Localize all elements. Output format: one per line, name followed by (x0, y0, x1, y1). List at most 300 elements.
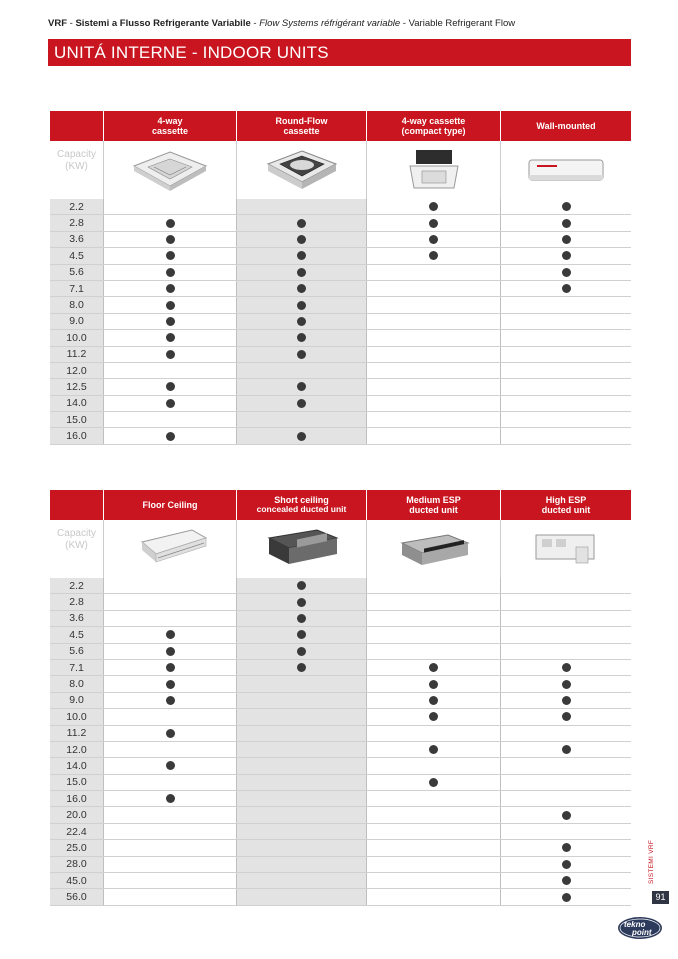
capacity-cell: 56.0 (50, 889, 103, 904)
capacity-cell: 3.6 (50, 232, 103, 247)
capacity-cell: 14.0 (50, 396, 103, 411)
availability-dot (429, 219, 438, 228)
availability-cell (103, 693, 236, 708)
availability-cell (103, 889, 236, 904)
availability-dot (297, 432, 306, 441)
availability-cell (103, 594, 236, 609)
table-row (50, 314, 631, 330)
availability-dot (429, 202, 438, 211)
availability-cell (500, 693, 631, 708)
availability-dot (297, 333, 306, 342)
capacity-cell: 8.0 (50, 676, 103, 691)
availability-cell (366, 314, 500, 329)
availability-dot (562, 893, 571, 902)
availability-dot (297, 647, 306, 656)
availability-cell (500, 676, 631, 691)
availability-cell (236, 611, 366, 626)
page-header (48, 18, 515, 29)
capacity-cell: 10.0 (50, 330, 103, 345)
availability-cell (103, 873, 236, 888)
availability-dot (562, 680, 571, 689)
availability-cell (366, 840, 500, 855)
availability-cell (500, 248, 631, 263)
availability-cell (236, 693, 366, 708)
table-row (50, 889, 631, 905)
availability-dot (297, 399, 306, 408)
availability-cell (103, 199, 236, 214)
product-image-row (50, 141, 631, 199)
capacity-cell: 20.0 (50, 807, 103, 822)
availability-cell (236, 644, 366, 659)
availability-dot (429, 251, 438, 260)
availability-dot (297, 614, 306, 623)
side-label: SISTEMI VRF (648, 839, 655, 884)
availability-cell (366, 742, 500, 757)
availability-cell (103, 232, 236, 247)
availability-cell (500, 758, 631, 773)
capacity-cell: 5.6 (50, 265, 103, 280)
availability-cell (366, 857, 500, 872)
header-brand: VRF (48, 18, 67, 29)
availability-cell (366, 428, 500, 443)
table-header-row (50, 111, 631, 141)
table-row (50, 594, 631, 610)
logo-text: tekno point (624, 920, 652, 937)
availability-dot (166, 761, 175, 770)
col-header-4way-cassette: 4-way cassette (103, 111, 236, 141)
col-header-short-ceiling: Short ceiling concealed ducted unit (236, 490, 366, 520)
availability-cell (103, 775, 236, 790)
capacity-label: Capacity (KW) (57, 528, 96, 551)
availability-cell (500, 840, 631, 855)
availability-cell (236, 265, 366, 280)
availability-cell (103, 412, 236, 427)
page-title: UNITÁ INTERNE - INDOOR UNITS (48, 39, 631, 66)
capacity-cell: 2.2 (50, 199, 103, 214)
table-row (50, 627, 631, 643)
medium-esp-image (366, 520, 500, 578)
availability-dot (429, 235, 438, 244)
availability-dot (166, 251, 175, 260)
availability-dot (297, 598, 306, 607)
availability-cell (103, 644, 236, 659)
availability-cell (500, 265, 631, 280)
availability-cell (366, 791, 500, 806)
availability-cell (500, 627, 631, 642)
availability-cell (236, 215, 366, 230)
capacity-cell: 11.2 (50, 726, 103, 741)
cassette-4way-icon (128, 146, 212, 194)
availability-cell (500, 428, 631, 443)
table-row (50, 726, 631, 742)
table-row (50, 215, 631, 231)
availability-cell (236, 248, 366, 263)
capacity-cell: 28.0 (50, 857, 103, 872)
table-row (50, 428, 631, 444)
availability-dot (562, 843, 571, 852)
capacity-cell: 4.5 (50, 627, 103, 642)
availability-dot (429, 712, 438, 721)
header-sep: - (67, 18, 76, 29)
availability-dot (562, 268, 571, 277)
availability-cell (500, 889, 631, 904)
availability-cell (366, 889, 500, 904)
availability-cell (236, 363, 366, 378)
availability-cell (500, 709, 631, 724)
availability-cell (366, 578, 500, 593)
availability-cell (500, 644, 631, 659)
table-row (50, 824, 631, 840)
availability-dot (562, 745, 571, 754)
table-2-body (50, 578, 631, 906)
availability-dot (166, 268, 175, 277)
availability-dot (166, 663, 175, 672)
page-number: 91 (652, 891, 669, 904)
table-row (50, 265, 631, 281)
availability-cell (103, 330, 236, 345)
table-row (50, 347, 631, 363)
availability-cell (500, 578, 631, 593)
availability-cell (236, 889, 366, 904)
wall-mounted-image (500, 141, 631, 199)
availability-cell (236, 742, 366, 757)
availability-cell (236, 379, 366, 394)
capacity-cell: 4.5 (50, 248, 103, 263)
availability-dot (297, 219, 306, 228)
capacity-cell: 9.0 (50, 693, 103, 708)
availability-cell (500, 857, 631, 872)
capacity-cell: 15.0 (50, 412, 103, 427)
capacity-cell: 5.6 (50, 644, 103, 659)
capacity-cell: 12.0 (50, 363, 103, 378)
col-header-compact-cassette: 4-way cassette (compact type) (366, 111, 500, 141)
availability-cell (236, 347, 366, 362)
availability-cell (500, 791, 631, 806)
availability-cell (500, 412, 631, 427)
short-ceiling-image (236, 520, 366, 578)
availability-dot (429, 696, 438, 705)
availability-cell (236, 281, 366, 296)
availability-dot (562, 876, 571, 885)
capacity-cell: 14.0 (50, 758, 103, 773)
table-row (50, 248, 631, 264)
table-row (50, 297, 631, 313)
availability-dot (166, 399, 175, 408)
table-row (50, 840, 631, 856)
availability-dot (297, 301, 306, 310)
indoor-units-table-1 (50, 111, 631, 445)
availability-dot (562, 696, 571, 705)
availability-cell (236, 297, 366, 312)
availability-dot (562, 860, 571, 869)
availability-cell (103, 726, 236, 741)
availability-dot (166, 284, 175, 293)
table-row (50, 693, 631, 709)
table-row (50, 807, 631, 823)
availability-cell (103, 611, 236, 626)
availability-dot (429, 663, 438, 672)
availability-cell (103, 281, 236, 296)
availability-dot (429, 745, 438, 754)
capacity-cell: 2.8 (50, 594, 103, 609)
availability-cell (500, 215, 631, 230)
availability-cell (103, 265, 236, 280)
availability-dot (297, 581, 306, 590)
table-row (50, 709, 631, 725)
availability-cell (500, 775, 631, 790)
col-header-high-esp: High ESP ducted unit (500, 490, 631, 520)
availability-cell (103, 297, 236, 312)
availability-cell (236, 199, 366, 214)
col-header-medium-esp: Medium ESP ducted unit (366, 490, 500, 520)
availability-dot (166, 333, 175, 342)
availability-dot (166, 301, 175, 310)
availability-cell (500, 363, 631, 378)
availability-cell (236, 857, 366, 872)
wall-mounted-icon (521, 150, 611, 190)
capacity-cell: 7.1 (50, 660, 103, 675)
table-row (50, 775, 631, 791)
availability-dot (562, 811, 571, 820)
availability-cell (103, 807, 236, 822)
availability-cell (103, 578, 236, 593)
availability-cell (366, 215, 500, 230)
availability-dot (297, 350, 306, 359)
availability-dot (562, 202, 571, 211)
availability-cell (500, 232, 631, 247)
table-row (50, 363, 631, 379)
availability-cell (236, 758, 366, 773)
availability-dot (562, 219, 571, 228)
round-flow-cassette-icon (262, 146, 342, 194)
availability-dot (166, 630, 175, 639)
availability-dot (297, 382, 306, 391)
cassette-4way-image (103, 141, 236, 199)
capacity-cell: 22.4 (50, 824, 103, 839)
availability-cell (236, 232, 366, 247)
capacity-cell: 10.0 (50, 709, 103, 724)
availability-cell (366, 676, 500, 691)
availability-cell (103, 248, 236, 263)
capacity-label: Capacity (KW) (57, 149, 96, 172)
capacity-cell: 7.1 (50, 281, 103, 296)
table-row (50, 758, 631, 774)
availability-dot (166, 696, 175, 705)
header-sep: - (250, 18, 260, 29)
floor-ceiling-icon (128, 524, 212, 574)
availability-dot (166, 219, 175, 228)
table-row (50, 379, 631, 395)
round-flow-cassette-image (236, 141, 366, 199)
availability-cell (366, 379, 500, 394)
availability-cell (366, 807, 500, 822)
header-blank (50, 490, 103, 520)
header-blank (50, 111, 103, 141)
availability-cell (103, 363, 236, 378)
availability-cell (366, 660, 500, 675)
availability-cell (366, 347, 500, 362)
availability-cell (103, 215, 236, 230)
capacity-cell: 15.0 (50, 775, 103, 790)
availability-cell (366, 873, 500, 888)
availability-dot (166, 350, 175, 359)
availability-cell (103, 396, 236, 411)
availability-cell (366, 199, 500, 214)
availability-dot (166, 317, 175, 326)
capacity-cell: 12.5 (50, 379, 103, 394)
high-esp-image (500, 520, 631, 578)
col-header-round-flow-cassette: Round-Flow cassette (236, 111, 366, 141)
table-row (50, 232, 631, 248)
availability-dot (166, 382, 175, 391)
floor-ceiling-image (103, 520, 236, 578)
availability-cell (103, 857, 236, 872)
compact-cassette-icon (404, 146, 464, 194)
availability-cell (500, 594, 631, 609)
availability-dot (297, 268, 306, 277)
availability-cell (236, 396, 366, 411)
availability-dot (166, 680, 175, 689)
table-row (50, 676, 631, 692)
availability-cell (103, 758, 236, 773)
availability-cell (103, 709, 236, 724)
availability-cell (500, 726, 631, 741)
availability-cell (103, 347, 236, 362)
availability-cell (500, 199, 631, 214)
availability-dot (166, 235, 175, 244)
availability-cell (103, 676, 236, 691)
capacity-cell: 16.0 (50, 428, 103, 443)
availability-cell (366, 297, 500, 312)
availability-cell (236, 676, 366, 691)
availability-cell (236, 330, 366, 345)
availability-cell (236, 807, 366, 822)
availability-dot (562, 712, 571, 721)
table-row (50, 611, 631, 627)
capacity-cell: 12.0 (50, 742, 103, 757)
availability-cell (500, 281, 631, 296)
col-header-floor-ceiling: Floor Ceiling (103, 490, 236, 520)
availability-cell (236, 726, 366, 741)
availability-cell (103, 428, 236, 443)
availability-cell (500, 347, 631, 362)
availability-cell (236, 412, 366, 427)
availability-cell (500, 379, 631, 394)
availability-cell (103, 379, 236, 394)
table-row (50, 578, 631, 594)
availability-dot (297, 630, 306, 639)
header-english: Variable Refrigerant Flow (408, 18, 516, 29)
availability-cell (500, 314, 631, 329)
availability-cell (103, 824, 236, 839)
availability-cell (103, 742, 236, 757)
compact-cassette-image (366, 141, 500, 199)
table-row (50, 330, 631, 346)
availability-dot (297, 284, 306, 293)
availability-cell (500, 330, 631, 345)
capacity-cell: 3.6 (50, 611, 103, 626)
table-row (50, 660, 631, 676)
header-french: Flow Systems réfrigérant variable (259, 18, 401, 29)
availability-cell (366, 775, 500, 790)
table-row (50, 644, 631, 660)
header-sep: - (400, 18, 409, 29)
availability-dot (297, 251, 306, 260)
availability-cell (366, 396, 500, 411)
availability-cell (236, 873, 366, 888)
table-row (50, 873, 631, 889)
availability-dot (562, 251, 571, 260)
product-image-row (50, 520, 631, 578)
availability-dot (297, 663, 306, 672)
table-row (50, 281, 631, 297)
availability-cell (366, 412, 500, 427)
indoor-units-table-2 (50, 490, 631, 906)
availability-dot (429, 778, 438, 787)
availability-dot (166, 729, 175, 738)
availability-dot (562, 284, 571, 293)
availability-cell (366, 611, 500, 626)
availability-cell (103, 660, 236, 675)
high-esp-ducted-icon (526, 527, 606, 571)
availability-dot (562, 235, 571, 244)
availability-dot (562, 663, 571, 672)
capacity-cell: 8.0 (50, 297, 103, 312)
availability-dot (429, 680, 438, 689)
availability-cell (103, 840, 236, 855)
availability-dot (297, 235, 306, 244)
availability-cell (366, 824, 500, 839)
header-italian: Sistemi a Flusso Refrigerante Variabile (75, 18, 251, 29)
table-row (50, 199, 631, 215)
availability-cell (366, 726, 500, 741)
short-ceiling-ducted-icon (257, 524, 347, 574)
availability-cell (366, 627, 500, 642)
availability-cell (500, 660, 631, 675)
availability-cell (236, 578, 366, 593)
availability-cell (500, 611, 631, 626)
availability-cell (236, 824, 366, 839)
availability-cell (366, 709, 500, 724)
availability-cell (236, 314, 366, 329)
availability-dot (166, 794, 175, 803)
availability-cell (366, 330, 500, 345)
capacity-cell: 45.0 (50, 873, 103, 888)
table-row (50, 857, 631, 873)
availability-cell (236, 791, 366, 806)
table-row (50, 396, 631, 412)
capacity-cell: 11.2 (50, 347, 103, 362)
availability-cell (366, 644, 500, 659)
availability-cell (366, 265, 500, 280)
availability-cell (236, 660, 366, 675)
availability-cell (500, 807, 631, 822)
availability-cell (500, 824, 631, 839)
availability-cell (366, 232, 500, 247)
availability-dot (166, 432, 175, 441)
availability-cell (366, 281, 500, 296)
availability-dot (297, 317, 306, 326)
capacity-cell: 2.8 (50, 215, 103, 230)
availability-cell (236, 428, 366, 443)
availability-cell (236, 709, 366, 724)
availability-cell (236, 594, 366, 609)
capacity-cell: 16.0 (50, 791, 103, 806)
availability-cell (103, 314, 236, 329)
table-row (50, 412, 631, 428)
col-header-wall-mounted: Wall-mounted (500, 111, 631, 141)
medium-esp-ducted-icon (394, 527, 474, 571)
